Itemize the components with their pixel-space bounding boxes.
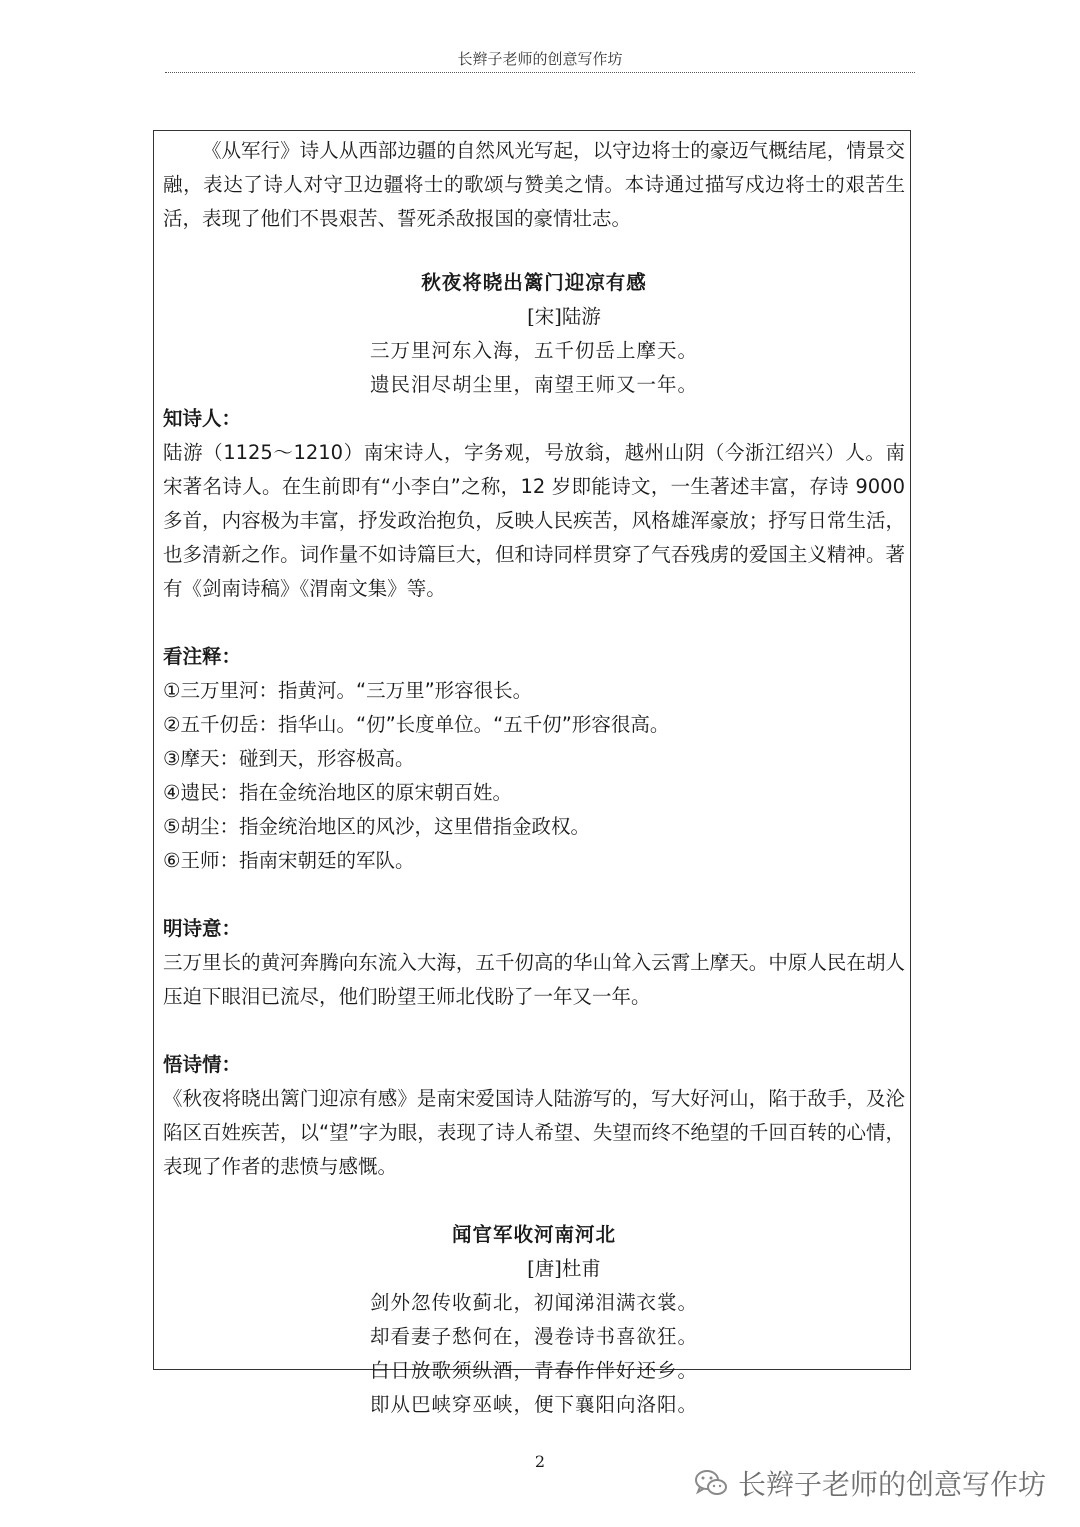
intro-paragraph: 《从军行》诗人从西部边疆的自然风光写起，以守边将士的豪迈气概结尾，情景交融，表达了诗人对守卫边疆将士的歌颂与赞美之情。本诗通过描写戍边将士的艰苦生活，表现了他们不畏艰苦、誓死杀敌报国的豪情壮志。: [163, 139, 905, 230]
watermark: [694, 1463, 1046, 1503]
meaning-paragraph: 三万里长的黄河奔腾向东流入大海，五千仞高的华山耸入云霄上摩天。中原人民在胡人压迫下眼泪已流尽，他们盼望王师北伐盼了一年又一年。: [163, 951, 905, 1008]
note-item: ⑥王师：指南宋朝廷的军队。: [163, 849, 415, 872]
notes-heading: 看注释：: [163, 645, 242, 668]
poem-line: 却看妻子愁何在，漫卷诗书喜欲狂。: [369, 1325, 698, 1348]
poet-paragraph: 陆游（1125～1210）南宋诗人，字务观，号放翁，越州山阴（今浙江绍兴）人。南宋著名诗人。在生前即有“小李白”之称，12 岁即能诗文，一生著述丰富，存诗 9000 多首，内容极为丰富，抒发政治抱负，反映人民疾苦，风格雄浑豪放；抒写日常生活，也多清新之作。词作量不如诗篇巨大，但和诗同样贯穿了气吞残虏的爱国主义精神。著有《剑南诗稿》《渭南文集》等。: [163, 441, 905, 600]
poem-line: 剑外忽传收蓟北，初闻涕泪满衣裳。: [369, 1291, 698, 1314]
meaning-heading: 明诗意：: [163, 917, 242, 940]
poem-1: [163, 266, 905, 402]
poem-title: 闻官军收河南河北: [451, 1223, 616, 1246]
wechat-icon: [694, 1468, 728, 1498]
poem-author: [宋]陆游: [527, 305, 601, 328]
poem-title: 秋夜将晓出篱门迎凉有感: [421, 271, 647, 294]
feeling-paragraph: 《秋夜将晓出篱门迎凉有感》是南宋爱国诗人陆游写的，写大好河山，陷于敌手，及沦陷区百姓疾苦，以“望”字为眼，表现了诗人希望、失望而终不绝望的千回百转的心情，表现了作者的悲愤与感慨。: [163, 1087, 905, 1178]
page-number: 2: [534, 1452, 546, 1471]
note-item: ②五千仞岳：指华山。“仞”长度单位。“五千仞”形容很高。: [163, 713, 670, 736]
page-header: 长辫子老师的创意写作坊: [457, 50, 623, 68]
feeling-heading: 悟诗情：: [163, 1053, 242, 1076]
watermark-text: 长辫子老师的创意写作坊: [737, 1468, 1046, 1501]
poet-heading: 知诗人：: [163, 407, 242, 430]
poem-line: 即从巴峡穿巫峡，便下襄阳向洛阳。: [369, 1393, 698, 1416]
poem-2: [163, 1218, 905, 1422]
document-body: [163, 134, 905, 1422]
poem-line: 三万里河东入海，五千仞岳上摩天。: [369, 339, 698, 362]
note-item: ④遗民：指在金统治地区的原宋朝百姓。: [163, 781, 512, 804]
poem-line: 遗民泪尽胡尘里，南望王师又一年。: [369, 373, 698, 396]
note-item: ⑤胡尘：指金统治地区的风沙，这里借指金政权。: [163, 815, 590, 838]
header-divider: [165, 72, 915, 73]
note-item: ③摩天：碰到天，形容极高。: [163, 747, 415, 770]
poem-line: 白日放歌须纵酒，青春作伴好还乡。: [369, 1359, 698, 1382]
poem-author: [唐]杜甫: [527, 1257, 601, 1280]
note-item: ①三万里河：指黄河。“三万里”形容很长。: [163, 679, 533, 702]
